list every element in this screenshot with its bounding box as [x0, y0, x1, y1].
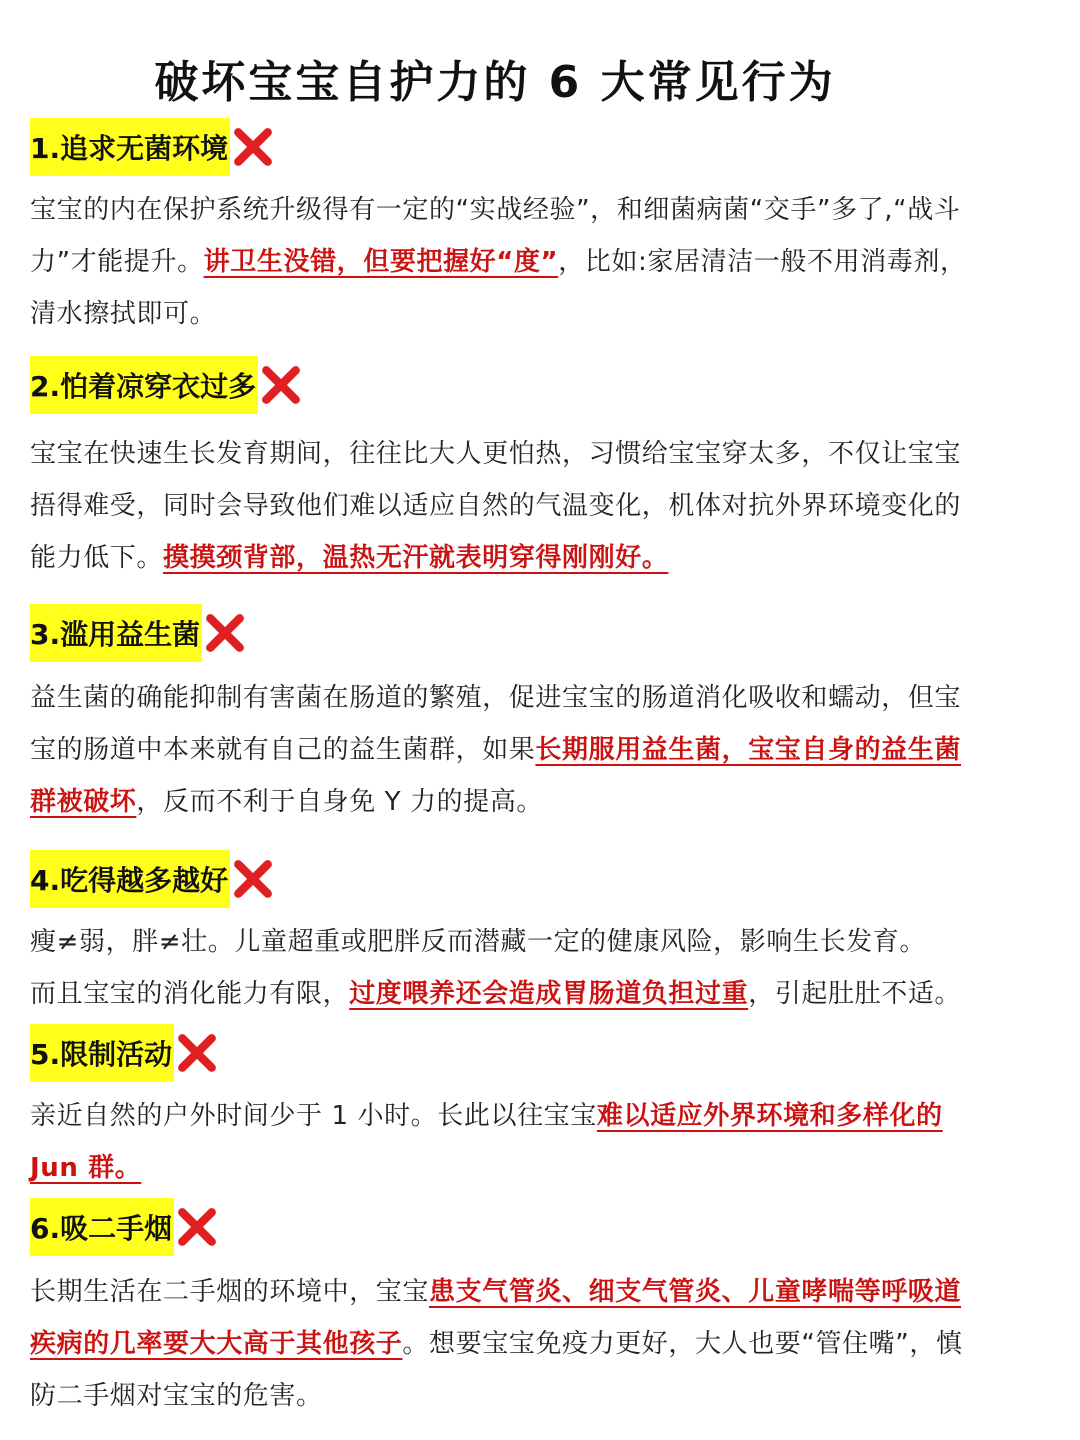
section-paragraph-5: 亲近自然的户外时间少于 1 小时。长此以往宝宝难以适应外界环境和多样化的Jun 群。 [30, 1101, 943, 1183]
section-heading-text: 4.吃得越多越好 [30, 850, 230, 908]
section-heading-text: 1.追求无菌环境 [30, 118, 230, 176]
section-heading-text: 3.滥用益生菌 [30, 604, 202, 662]
section-heading-5 [30, 1024, 218, 1082]
section-heading-text: 2.怕着凉穿衣过多 [30, 356, 258, 414]
section-paragraph-6: 长期生活在二手烟的环境中，宝宝患支气管炎、细支气管炎、儿童哮喘等呼吸道疾病的几率要大大高于其他孩子。想要宝宝免疫力更好，大人也要“管住嘴”，慎防二手烟对宝宝的危害。 [30, 1277, 963, 1411]
section-paragraph-3: 益生菌的确能抑制有害菌在肠道的繁殖，促进宝宝的肠道消化吸收和蠕动，但宝宝的肠道中本来就有自己的益生菌群，如果长期服用益生菌，宝宝自身的益生菌群被破坏，反而不利于自身免 Y 力的提高。 [30, 683, 962, 817]
section-paragraph-2: 宝宝在快速生长发育期间，往往比大人更怕热，习惯给宝宝穿太多，不仅让宝宝捂得难受，同时会导致他们难以适应自然的气温变化，机体对抗外界环境变化的能力低下。摸摸颈背部，温热无汗就表明穿得刚刚好。 [30, 439, 962, 573]
section-heading-3 [30, 604, 246, 662]
cross-mark-icon [176, 1206, 218, 1248]
cross-mark-icon [176, 1032, 218, 1074]
cross-mark-icon [260, 364, 302, 406]
section-heading-text: 5.限制活动 [30, 1024, 174, 1082]
section-paragraph-1: 宝宝的内在保护系统升级得有一定的“实战经验”，和细菌病菌“交手”多了,“战斗力”才能提升。讲卫生没错，但要把握好“度”，比如:家居清洁一般不用消毒剂，清水擦拭即可。 [30, 195, 967, 329]
section-heading-text: 6.吸二手烟 [30, 1198, 174, 1256]
key-point: 长期服用益生菌，宝宝自身的益生菌群被破坏 [30, 735, 962, 817]
key-point: 摸摸颈背部，温热无汗就表明穿得刚刚好。 [163, 543, 669, 573]
cross-mark-icon [232, 126, 274, 168]
key-point: 难以适应外界环境和多样化的Jun 群。 [30, 1101, 943, 1183]
key-point: 患支气管炎、细支气管炎、儿童哮喘等呼吸道疾病的几率要大大高于其他孩子 [30, 1277, 962, 1359]
key-point: 过度喂养还会造成胃肠道负担过重 [349, 979, 749, 1009]
page-title: 破坏宝宝自护力的 6 大常见行为 [154, 57, 836, 108]
section-heading-1 [30, 118, 274, 176]
key-point: 讲卫生没错，但要把握好“度” [203, 247, 559, 277]
cross-mark-icon [232, 858, 274, 900]
section-heading-4 [30, 850, 274, 908]
section-heading-2 [30, 356, 302, 414]
section-paragraph-4: 瘦≠弱，胖≠壮。儿童超重或肥胖反而潜藏一定的健康风险，影响生长发育。 而且宝宝的消化能力有限，过度喂养还会造成胃肠道负担过重，引起肚肚不适。 [30, 927, 962, 1009]
cross-mark-icon [204, 612, 246, 654]
section-heading-6 [30, 1198, 218, 1256]
